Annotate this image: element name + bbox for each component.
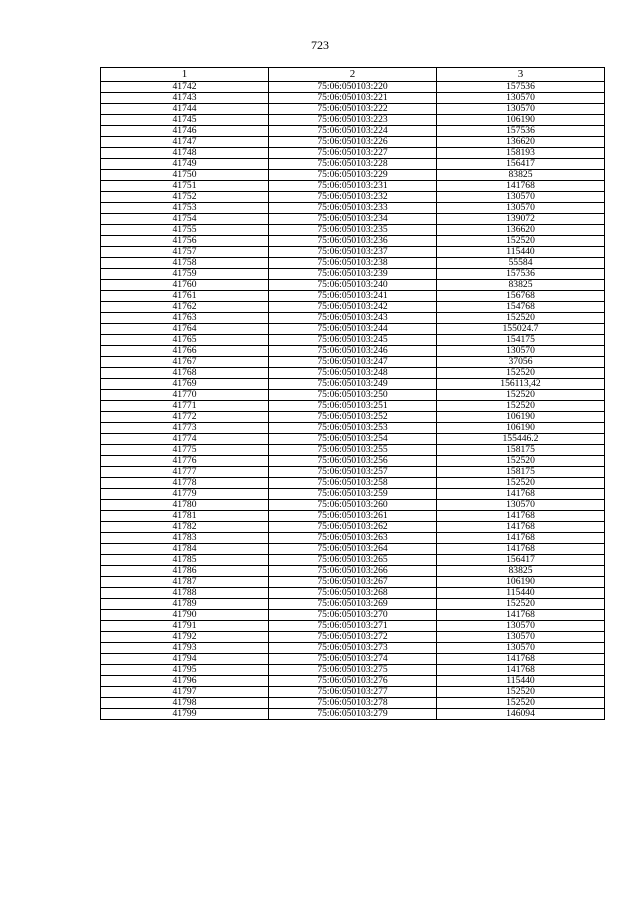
row-number-cell: 41745 [101, 115, 269, 126]
cadastral-number-cell: 75:06:050103:271 [269, 621, 437, 632]
table-row [101, 148, 605, 159]
table-row [101, 423, 605, 434]
row-number-cell: 41763 [101, 313, 269, 324]
value-cell: 157536 [437, 126, 605, 137]
cadastral-number-cell: 75:06:050103:266 [269, 566, 437, 577]
cadastral-number-cell: 75:06:050103:268 [269, 588, 437, 599]
value-cell: 141768 [437, 511, 605, 522]
row-number-cell: 41750 [101, 170, 269, 181]
value-cell: 130570 [437, 632, 605, 643]
value-cell: 154768 [437, 302, 605, 313]
row-number-cell: 41792 [101, 632, 269, 643]
table-row [101, 203, 605, 214]
table-row [101, 676, 605, 687]
row-number-cell: 41771 [101, 401, 269, 412]
value-cell: 130570 [437, 203, 605, 214]
value-cell: 37056 [437, 357, 605, 368]
row-number-cell: 41749 [101, 159, 269, 170]
value-cell: 106190 [437, 115, 605, 126]
row-number-cell: 41793 [101, 643, 269, 654]
row-number-cell: 41752 [101, 192, 269, 203]
value-cell: 152520 [437, 313, 605, 324]
value-cell: 106190 [437, 577, 605, 588]
cadastral-number-cell: 75:06:050103:260 [269, 500, 437, 511]
row-number-cell: 41787 [101, 577, 269, 588]
value-cell: 141768 [437, 544, 605, 555]
table-row [101, 511, 605, 522]
table-row [101, 456, 605, 467]
value-cell: 156113,42 [437, 379, 605, 390]
table-row [101, 236, 605, 247]
value-cell: 152520 [437, 478, 605, 489]
row-number-cell: 41774 [101, 434, 269, 445]
value-cell: 130570 [437, 500, 605, 511]
table-row [101, 280, 605, 291]
row-number-cell: 41744 [101, 104, 269, 115]
row-number-cell: 41781 [101, 511, 269, 522]
value-cell: 152520 [437, 698, 605, 709]
cadastral-number-cell: 75:06:050103:241 [269, 291, 437, 302]
cadastral-number-cell: 75:06:050103:248 [269, 368, 437, 379]
row-number-cell: 41784 [101, 544, 269, 555]
cadastral-number-cell: 75:06:050103:267 [269, 577, 437, 588]
table-row [101, 654, 605, 665]
table-row [101, 335, 605, 346]
value-cell: 141768 [437, 665, 605, 676]
row-number-cell: 41743 [101, 93, 269, 104]
value-cell: 155024.7 [437, 324, 605, 335]
value-cell: 130570 [437, 93, 605, 104]
cadastral-number-cell: 75:06:050103:277 [269, 687, 437, 698]
value-cell: 146094 [437, 709, 605, 720]
row-number-cell: 41788 [101, 588, 269, 599]
table-row [101, 357, 605, 368]
table-row [101, 478, 605, 489]
cadastral-number-cell: 75:06:050103:237 [269, 247, 437, 258]
cadastral-number-cell: 75:06:050103:229 [269, 170, 437, 181]
table-row [101, 126, 605, 137]
cadastral-number-cell: 75:06:050103:228 [269, 159, 437, 170]
value-cell: 157536 [437, 269, 605, 280]
value-cell: 83825 [437, 170, 605, 181]
table-row [101, 82, 605, 93]
value-cell: 130570 [437, 643, 605, 654]
table-row [101, 390, 605, 401]
cadastral-number-cell: 75:06:050103:244 [269, 324, 437, 335]
value-cell: 154175 [437, 335, 605, 346]
cadastral-number-cell: 75:06:050103:226 [269, 137, 437, 148]
table-row [101, 434, 605, 445]
row-number-cell: 41776 [101, 456, 269, 467]
row-number-cell: 41796 [101, 676, 269, 687]
cadastral-number-cell: 75:06:050103:273 [269, 643, 437, 654]
table-row [101, 489, 605, 500]
row-number-cell: 41779 [101, 489, 269, 500]
value-cell: 115440 [437, 588, 605, 599]
table-row [101, 159, 605, 170]
column-header-1: 1 [101, 68, 269, 82]
cadastral-number-cell: 75:06:050103:262 [269, 522, 437, 533]
value-cell: 83825 [437, 280, 605, 291]
row-number-cell: 41756 [101, 236, 269, 247]
table-row [101, 555, 605, 566]
table-row [101, 687, 605, 698]
table-row [101, 137, 605, 148]
value-cell: 136620 [437, 225, 605, 236]
cadastral-number-cell: 75:06:050103:239 [269, 269, 437, 280]
cadastral-number-cell: 75:06:050103:263 [269, 533, 437, 544]
row-number-cell: 41778 [101, 478, 269, 489]
value-cell: 158175 [437, 445, 605, 456]
cadastral-number-cell: 75:06:050103:257 [269, 467, 437, 478]
row-number-cell: 41760 [101, 280, 269, 291]
value-cell: 156417 [437, 159, 605, 170]
row-number-cell: 41789 [101, 599, 269, 610]
row-number-cell: 41791 [101, 621, 269, 632]
row-number-cell: 41799 [101, 709, 269, 720]
row-number-cell: 41747 [101, 137, 269, 148]
column-header-2: 2 [269, 68, 437, 82]
row-number-cell: 41761 [101, 291, 269, 302]
table-row [101, 346, 605, 357]
cadastral-number-cell: 75:06:050103:238 [269, 258, 437, 269]
value-cell: 141768 [437, 489, 605, 500]
cadastral-number-cell: 75:06:050103:275 [269, 665, 437, 676]
cadastral-number-cell: 75:06:050103:252 [269, 412, 437, 423]
row-number-cell: 41755 [101, 225, 269, 236]
row-number-cell: 41765 [101, 335, 269, 346]
cadastral-number-cell: 75:06:050103:256 [269, 456, 437, 467]
table-row [101, 324, 605, 335]
row-number-cell: 41766 [101, 346, 269, 357]
cadastral-number-cell: 75:06:050103:223 [269, 115, 437, 126]
row-number-cell: 41759 [101, 269, 269, 280]
table-header [101, 68, 605, 82]
cadastral-number-cell: 75:06:050103:259 [269, 489, 437, 500]
value-cell: 157536 [437, 82, 605, 93]
row-number-cell: 41748 [101, 148, 269, 159]
cadastral-number-cell: 75:06:050103:254 [269, 434, 437, 445]
table-row [101, 302, 605, 313]
value-cell: 130570 [437, 192, 605, 203]
table-row [101, 709, 605, 720]
table-row [101, 368, 605, 379]
value-cell: 141768 [437, 610, 605, 621]
row-number-cell: 41746 [101, 126, 269, 137]
cadastral-number-cell: 75:06:050103:221 [269, 93, 437, 104]
table-row [101, 379, 605, 390]
table-row [101, 632, 605, 643]
table-row [101, 104, 605, 115]
row-number-cell: 41783 [101, 533, 269, 544]
cadastral-number-cell: 75:06:050103:253 [269, 423, 437, 434]
cadastral-number-cell: 75:06:050103:220 [269, 82, 437, 93]
table-row [101, 170, 605, 181]
table-row [101, 269, 605, 280]
row-number-cell: 41762 [101, 302, 269, 313]
cadastral-number-cell: 75:06:050103:250 [269, 390, 437, 401]
cadastral-number-cell: 75:06:050103:265 [269, 555, 437, 566]
table-row [101, 445, 605, 456]
value-cell: 115440 [437, 247, 605, 258]
cadastral-number-cell: 75:06:050103:274 [269, 654, 437, 665]
cadastral-number-cell: 75:06:050103:246 [269, 346, 437, 357]
row-number-cell: 41794 [101, 654, 269, 665]
table-row [101, 412, 605, 423]
cadastral-number-cell: 75:06:050103:222 [269, 104, 437, 115]
row-number-cell: 41798 [101, 698, 269, 709]
cadastral-number-cell: 75:06:050103:276 [269, 676, 437, 687]
cadastral-number-cell: 75:06:050103:240 [269, 280, 437, 291]
row-number-cell: 41742 [101, 82, 269, 93]
value-cell: 156417 [437, 555, 605, 566]
cadastral-number-cell: 75:06:050103:236 [269, 236, 437, 247]
cadastral-number-cell: 75:06:050103:261 [269, 511, 437, 522]
table-row [101, 93, 605, 104]
value-cell: 136620 [437, 137, 605, 148]
table-row [101, 665, 605, 676]
cadastral-number-cell: 75:06:050103:279 [269, 709, 437, 720]
value-cell: 130570 [437, 621, 605, 632]
row-number-cell: 41795 [101, 665, 269, 676]
table-row [101, 643, 605, 654]
table-row [101, 225, 605, 236]
cadastral-number-cell: 75:06:050103:233 [269, 203, 437, 214]
value-cell: 141768 [437, 522, 605, 533]
cadastral-number-cell: 75:06:050103:264 [269, 544, 437, 555]
row-number-cell: 41768 [101, 368, 269, 379]
cadastral-number-cell: 75:06:050103:272 [269, 632, 437, 643]
cadastral-number-cell: 75:06:050103:235 [269, 225, 437, 236]
value-cell: 152520 [437, 687, 605, 698]
table-row [101, 401, 605, 412]
row-number-cell: 41751 [101, 181, 269, 192]
row-number-cell: 41780 [101, 500, 269, 511]
row-number-cell: 41769 [101, 379, 269, 390]
table-row [101, 181, 605, 192]
row-number-cell: 41782 [101, 522, 269, 533]
header-row [101, 68, 605, 82]
value-cell: 152520 [437, 401, 605, 412]
value-cell: 158175 [437, 467, 605, 478]
cadastral-number-cell: 75:06:050103:232 [269, 192, 437, 203]
table-row [101, 599, 605, 610]
table-body [101, 82, 605, 720]
value-cell: 141768 [437, 533, 605, 544]
cadastral-number-cell: 75:06:050103:227 [269, 148, 437, 159]
cadastral-number-cell: 75:06:050103:245 [269, 335, 437, 346]
row-number-cell: 41797 [101, 687, 269, 698]
value-cell: 55584 [437, 258, 605, 269]
value-cell: 106190 [437, 412, 605, 423]
cadastral-number-cell: 75:06:050103:243 [269, 313, 437, 324]
table-row [101, 115, 605, 126]
cadastral-number-cell: 75:06:050103:258 [269, 478, 437, 489]
row-number-cell: 41758 [101, 258, 269, 269]
row-number-cell: 41770 [101, 390, 269, 401]
value-cell: 83825 [437, 566, 605, 577]
row-number-cell: 41753 [101, 203, 269, 214]
cadastral-number-cell: 75:06:050103:224 [269, 126, 437, 137]
value-cell: 156768 [437, 291, 605, 302]
value-cell: 115440 [437, 676, 605, 687]
table-row [101, 291, 605, 302]
value-cell: 152520 [437, 390, 605, 401]
row-number-cell: 41764 [101, 324, 269, 335]
cadastral-number-cell: 75:06:050103:269 [269, 599, 437, 610]
row-number-cell: 41777 [101, 467, 269, 478]
value-cell: 130570 [437, 346, 605, 357]
table-row [101, 522, 605, 533]
table-row [101, 577, 605, 588]
data-table [100, 67, 605, 720]
page-number: 723 [311, 38, 329, 52]
cadastral-number-cell: 75:06:050103:231 [269, 181, 437, 192]
cadastral-number-cell: 75:06:050103:247 [269, 357, 437, 368]
row-number-cell: 41785 [101, 555, 269, 566]
cadastral-number-cell: 75:06:050103:270 [269, 610, 437, 621]
table-row [101, 621, 605, 632]
row-number-cell: 41767 [101, 357, 269, 368]
value-cell: 141768 [437, 654, 605, 665]
cadastral-number-cell: 75:06:050103:251 [269, 401, 437, 412]
table-row [101, 192, 605, 203]
row-number-cell: 41757 [101, 247, 269, 258]
value-cell: 152520 [437, 456, 605, 467]
value-cell: 139072 [437, 214, 605, 225]
table-row [101, 544, 605, 555]
table-row [101, 533, 605, 544]
table-row [101, 214, 605, 225]
value-cell: 130570 [437, 104, 605, 115]
cadastral-number-cell: 75:06:050103:234 [269, 214, 437, 225]
value-cell: 152520 [437, 236, 605, 247]
value-cell: 158193 [437, 148, 605, 159]
cadastral-number-cell: 75:06:050103:249 [269, 379, 437, 390]
table-row [101, 588, 605, 599]
row-number-cell: 41786 [101, 566, 269, 577]
table-row [101, 313, 605, 324]
table-row [101, 610, 605, 621]
table-row [101, 698, 605, 709]
value-cell: 152520 [437, 368, 605, 379]
table-row [101, 247, 605, 258]
cadastral-number-cell: 75:06:050103:255 [269, 445, 437, 456]
table-row [101, 500, 605, 511]
column-header-3: 3 [437, 68, 605, 82]
row-number-cell: 41773 [101, 423, 269, 434]
row-number-cell: 41790 [101, 610, 269, 621]
cadastral-number-cell: 75:06:050103:242 [269, 302, 437, 313]
value-cell: 141768 [437, 181, 605, 192]
row-number-cell: 41754 [101, 214, 269, 225]
table-row [101, 566, 605, 577]
cadastral-number-cell: 75:06:050103:278 [269, 698, 437, 709]
value-cell: 155446.2 [437, 434, 605, 445]
table-row [101, 467, 605, 478]
table-row [101, 258, 605, 269]
row-number-cell: 41772 [101, 412, 269, 423]
value-cell: 106190 [437, 423, 605, 434]
value-cell: 152520 [437, 599, 605, 610]
row-number-cell: 41775 [101, 445, 269, 456]
